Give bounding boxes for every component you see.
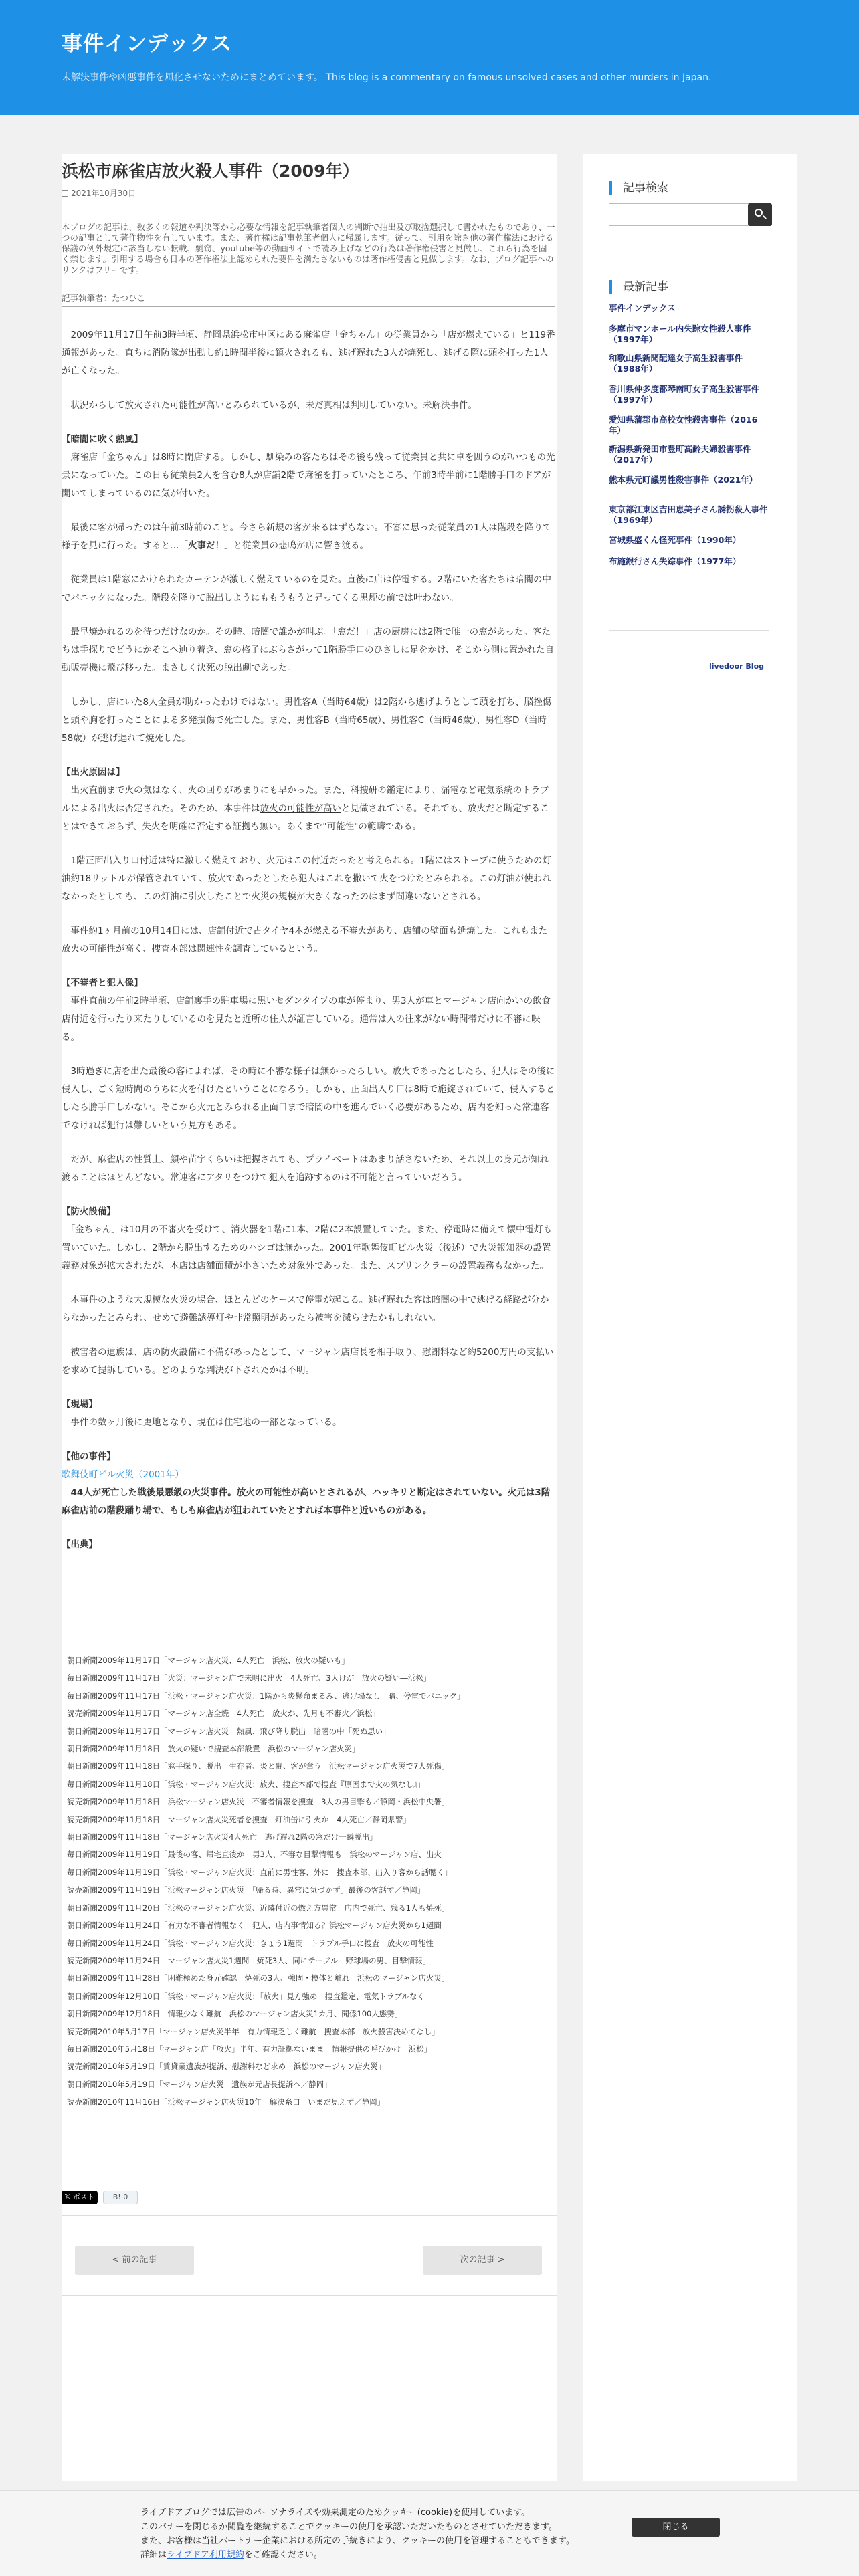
- source-item: 毎日新聞2009年11月19日「最後の客、帰宅直後か 男3人、不審な目撃情報も 浜松のマージャン店、出火」: [67, 1850, 450, 1860]
- paragraph: [62, 693, 555, 748]
- source-item: 読売新聞2009年11月18日「浜松マージャン店火災 不審者情報を捜査 3人の男目撃も／静岡・浜松中央署」: [67, 1797, 450, 1807]
- source-item: 読売新聞2010年5月19日「賃貸業遺族が提訴、慰謝料など求め 浜松のマージャン店火災」: [67, 2062, 386, 2072]
- tweet-button[interactable]: 𝕏 ポスト: [62, 2191, 98, 2204]
- source-item: 毎日新聞2009年11月18日「浜松・マージャン店火災：放火、捜査本部で捜査『原因まで火の気なし』」: [67, 1779, 425, 1789]
- article-title[interactable]: 浜松市麻雀店放火殺人事件（2009年）: [62, 161, 359, 181]
- source-item: 朝日新聞2009年11月18日「マージャン店火災4人死亡 逃げ遅れ2階の窓だけ一瞬脱出」: [67, 1832, 377, 1842]
- paragraph-text: だが、麻雀店の性質上、顔や苗字くらいは把握されても、プライベートはあまり話さないため、それ以上の身元が知れ渡ることはほとんどない。常連客にアタリをつけて犯人を追跡するのは不可能と言っていいだろう。: [62, 1154, 549, 1183]
- paragraph-text: 本事件のような大規模な火災の場合、ほとんどのケースで停電が起こる。逃げ遅れた客は暗闇の中で逃げる経路が分からなかったとみられ、せめて避難誘導灯や非常照明があったら被害を減らせたかもしれない。: [62, 1295, 549, 1323]
- cookie-line: [140, 2548, 622, 2562]
- cookie-text-part: をご確認ください。: [244, 2550, 322, 2560]
- source-item: 朝日新聞2009年11月18日「放火の疑いで捜査本部設置 浜松のマージャン店火災」: [67, 1744, 360, 1754]
- next-article-button[interactable]: 次の記事 >: [423, 2246, 542, 2275]
- site-description: 未解決事件や凶悪事件を風化させないためにまとめています。 This blog is a commentary on famous unsolved cases and other murders in Japan.: [62, 72, 712, 83]
- hatena-bookmark-button[interactable]: B! 0: [103, 2191, 138, 2204]
- divider: [62, 306, 555, 307]
- source-item: 読売新聞2009年11月19日「浜松マージャン店火災 「帰る時、異常に気づかず」最後の客話す／静岡」: [67, 1885, 425, 1895]
- paragraph: [62, 1063, 555, 1135]
- paragraph-text: 1階正面出入り口付近は特に激しく燃えており、火元はこの付近だったと考えられる。1階にはストーブに使うための灯油約18リットルが保管されていて、放火であったとしたら犯人はこれを撒いて火をつけたとみられる。この灯油が使われなかったとしても、この灯油に引火したことで火災の規模が大きくなったのはまず間違いないとされる。: [62, 855, 552, 902]
- paragraph: [62, 1344, 555, 1380]
- related-article-link[interactable]: 歌舞伎町ビル火災（2001年）: [62, 1469, 184, 1480]
- paragraph: [62, 1221, 555, 1275]
- search-icon-handle: [763, 215, 767, 219]
- underlined-text: 放火の可能性が高い: [260, 803, 341, 814]
- site-title[interactable]: 事件インデックス: [62, 32, 233, 56]
- paragraph-text: 被害者の遺族は、店の防火設備に不備があったとして、マージャン店店長を相手取り、慰謝料など約5200万円の支払いを求めて提訴している。どのような判決が下されたかは不明。: [62, 1347, 554, 1376]
- recent-post-link[interactable]: 香川県仲多度郡琴南町女子高生殺害事件（1997年）: [609, 384, 760, 405]
- paragraph: [62, 326, 555, 381]
- divider: [609, 630, 769, 631]
- recent-post-link[interactable]: 布施銀行さん失踪事件（1977年）: [609, 556, 741, 566]
- article-body: [62, 326, 555, 1554]
- sidebar: [583, 154, 797, 2481]
- source-item: 読売新聞2009年11月18日「マージャン店火災死者を捜査 灯油缶に引火か 4人死亡／静岡県警」: [67, 1814, 411, 1824]
- copyright-notice: 本ブログの記事は、数多くの報道や判決等から必要な情報を記事執筆者個人の判断で抽出及び取捨選択して書かれたものであり、一つの記事として著作物性を有しています。また、著作権は記事執筆者個人に帰属します。従って、引用を除き他の著作権法における保護の例外規定に該当しない転載、剽窃、youtube等の動画サイトで読み上げなどの行為は著作権侵害と見做し、これら行為を固く禁じます。引用する場合も日本の著作権法上認められた要件を満たさないものは著作権侵害と見做します。なお、ブログ記事へのリンクはフリーです。: [62, 222, 555, 275]
- recent-post-link[interactable]: 多摩市マンホール内失踪女性殺人事件（1997年）: [609, 324, 751, 344]
- paragraph-text: 出火直前まで火の気はなく、火の回りがあまりにも早かった。また、科捜研の鑑定により、漏電など電気系統のトラブルによる出火は否定された。そのため、本事件は: [62, 785, 549, 814]
- paragraph: [62, 852, 555, 906]
- section-heading: 【不審者と犯人像】: [62, 978, 143, 988]
- emphasis-text: 火事だ！: [188, 540, 224, 551]
- paragraph: [62, 992, 555, 1047]
- source-item: 毎日新聞2009年11月17日「浜松・マージャン店火災：1階から炎懸命まるみ、逃げ場なし 暗、停電でパニック」: [67, 1691, 465, 1701]
- paragraph: [62, 1484, 555, 1520]
- source-item: 朝日新聞2009年11月24日「有力な不審者情報なく 犯人、店内事情知る？浜松マージャン店火災から1週間」: [67, 1921, 450, 1931]
- paragraph-text: 2009年11月17日午前3時半頃、静岡県浜松市中区にある麻雀店「金ちゃん」の従業員から「店が燃えている」と119番通報があった。直ちに消防隊が出動し約1時間半後に鎮火されるも、逃げ遅れた3人が焼死し、逃げる際に頭を打った1人が亡くなった。: [62, 330, 555, 377]
- share-buttons: [62, 2189, 138, 2204]
- section-heading: 【防火設備】: [62, 1206, 116, 1217]
- livedoor-blog-logo[interactable]: livedoor Blog: [709, 662, 765, 671]
- paragraph-text: 44人が死亡した戦後最悪級の火災事件。放火の可能性が高いとされるが、ハッキリと断定はされていない。火元は3階麻雀店前の階段踊り場で、もしも麻雀店が狙われていたとすれば本事件と近いものがある。: [62, 1487, 551, 1516]
- site-header: [0, 0, 859, 115]
- cookie-text: [140, 2506, 622, 2562]
- cookie-banner: [0, 2490, 859, 2576]
- paragraph: [62, 1414, 555, 1432]
- search-input[interactable]: [609, 203, 771, 226]
- source-item: 朝日新聞2009年12月10日「浜松・マージャン店火災：「放火」見方強め 捜査鑑定、電気トラブルなく」: [67, 1991, 433, 2001]
- source-item: 朝日新聞2009年11月28日「困難極めた身元確認 焼死の3人、強固・検体と離れ 浜松のマージャン店火災」: [67, 1973, 450, 1983]
- paragraph-text: 従業員は1階窓にかけられたカーテンが激しく燃えているのを見た。直後に店は停電する。2階にいた客たちは暗闇の中でパニックになった。階段を降りて脱出しようにももうもうと昇ってくる黒煙の前では叶わない。: [62, 574, 552, 603]
- source-item: 読売新聞2010年11月16日「浜松マージャン店火災10年 解決糸口 いまだ見えず／静岡」: [67, 2097, 385, 2107]
- paragraph-text: と見做されている。それでも、放火だと断定することはできておらず、失火を明確に否定する証拠も無い。あくまで"可能性"の範疇である。: [62, 803, 549, 832]
- recent-post-link[interactable]: 事件インデックス: [609, 303, 676, 313]
- search-widget-title: 記事検索: [609, 181, 668, 195]
- recent-post-link[interactable]: 宮城県盛くん怪死事件（1990年）: [609, 535, 741, 545]
- recent-post-link[interactable]: 愛知県蒲郡市高校女性殺害事件（2016年）: [609, 415, 758, 435]
- section-heading: 【出火原因は】: [62, 767, 125, 778]
- recent-post-link[interactable]: 熊本県元町議男性殺害事件（2021年）: [609, 475, 758, 485]
- related-link-row: [62, 1466, 555, 1484]
- paragraph: [62, 397, 555, 415]
- calendar-icon: [62, 190, 68, 197]
- paragraph-text: 最後に客が帰ったのは午前3時前のこと。今さら新規の客が来るはずもない。不審に思った従業員の1人は階段を降りて様子を見に行った。すると…「: [62, 522, 552, 551]
- cookie-line: ライブドアブログでは広告のパーソナライズや効果測定のためクッキー(cookie)を使用しています。: [140, 2508, 531, 2518]
- terms-link[interactable]: ライブドア利用規約: [167, 2550, 244, 2560]
- source-item: 毎日新聞2009年11月17日「火災：マージャン店で未明に出火 4人死亡、3人けが 放火の疑い―浜松」: [67, 1673, 432, 1683]
- source-item: 毎日新聞2010年5月18日「マージャン店「放火」半年、有力証拠ないまま 情報提供の呼びかけ 浜松」: [67, 2044, 432, 2054]
- recent-widget-title: 最新記事: [609, 280, 668, 294]
- source-list: [67, 1652, 549, 2111]
- paragraph-text: 3時過ぎに店を出た最後の客によれば、その時に不審な様子は無かったらしい。放火であったとしたら、犯人はその後に侵入し、ごく短時間のうちに火を付けたということになろう。しかも、正面出入り口は8時で施錠されていて、侵入するとしたら勝手口しかない。そこから火元とみられる正面口まで暗闇の中を進んでいく必要があるため、店内を知った常連客でなければ犯行は難しいという見方もある。: [62, 1066, 555, 1131]
- recent-post-link[interactable]: 和歌山県新聞配達女子高生殺害事件（1988年）: [609, 353, 743, 374]
- source-item: 朝日新聞2009年11月20日「浜松のマージャン店火災、近隣付近の燃え方異常 店内で死亡、残る1人も焼死」: [67, 1903, 450, 1913]
- search-icon: [755, 209, 763, 217]
- cookie-line: また、お客様は当社パートナー企業における所定の手続きにより、クッキーの使用を管理することもできます。: [140, 2536, 575, 2546]
- article-date-text: 2021年10月30日: [71, 189, 136, 198]
- cookie-text-part: 詳細は: [140, 2550, 167, 2560]
- paragraph: [62, 922, 555, 958]
- source-item: 朝日新聞2010年5月19日「マージャン店火災 遺族が元店長提訴へ／静岡」: [67, 2079, 332, 2089]
- paragraph: [62, 1151, 555, 1187]
- paragraph-text: 事件の数ヶ月後に更地となり、現在は住宅地の一部となっている。: [70, 1417, 342, 1428]
- search-button[interactable]: [748, 203, 772, 226]
- paragraph-text: 麻雀店「金ちゃん」は8時に閉店する。しかし、馴染みの客たちはその後も残って従業員と共に卓を囲うのがいつもの光景になっていた。この日も従業員2人を含む8人が店舗2階で麻雀を打っていたところ、午前3時半前に1階勝手口のドアが開いてしまっているのに気が付いた。: [62, 452, 555, 499]
- paragraph: [62, 782, 555, 836]
- cookie-close-button[interactable]: 閉じる: [632, 2518, 720, 2537]
- paragraph: [62, 1291, 555, 1327]
- section-heading: 【暗闇に吹く熱風】: [62, 434, 143, 445]
- source-item: 朝日新聞2009年11月17日「マージャン店火災、4人死亡 浜松、放火の疑いも」: [67, 1656, 349, 1665]
- paragraph-text: 最早焼かれるのを待つだけなのか。その時、暗闇で誰かが叫ぶ。「窓だ！」店の厨房には2階で唯一の窓があった。客たちは手探りでどうにかそこへ辿り着き、窓の格子にぶらさがって1階勝手口のひさしに足をかけ、そこから側に置かれた自動販売機に飛び移った。まさしく決死の脱出劇であった。: [62, 627, 554, 673]
- section-heading: 【出典】: [62, 1539, 98, 1550]
- paragraph-text: 事件直前の午前2時半頃、店舗裏手の駐車場に黒いセダンタイプの車が停まり、男3人が車とマージャン店向かいの飲食店付近を行ったり来たりしているのを見たと近所の住人が証言している。通常は人の往来がない時間帯だけに不審に映る。: [62, 996, 551, 1043]
- source-item: 読売新聞2009年11月17日「マージャン店全焼 4人死亡 放火か、先月も不審火／浜松」: [67, 1709, 380, 1719]
- recent-post-link[interactable]: 新潟県新発田市豊町高齢夫婦殺害事件（2017年）: [609, 444, 751, 465]
- paragraph-text: 」と従業員の悲鳴が店に響き渡る。: [224, 540, 369, 551]
- section-heading: 【他の事件】: [62, 1451, 116, 1462]
- cookie-line: このバナーを閉じるか閲覧を継続することでクッキーの使用を承認いただいたものとさせていただきます。: [140, 2522, 557, 2532]
- divider: [62, 2295, 557, 2296]
- paragraph-text: 事件約1ヶ月前の10月14日には、店舗付近で古タイヤ4本が燃える不審火があり、店舗の壁面も延焼した。これもまた放火の可能性が高く、捜査本部は関連性を調査しているという。: [62, 926, 548, 954]
- section-heading: 【現場】: [62, 1399, 98, 1410]
- source-item: 読売新聞2010年5月17日「マージャン店火災半年 有力情報乏しく難航 捜査本部 放火殺害決めてなし」: [67, 2026, 440, 2036]
- source-item: 朝日新聞2009年11月17日「マージャン店火災 熱風、飛び降り脱出 暗闇の中「死ぬ思い」」: [67, 1726, 395, 1736]
- source-item: 毎日新聞2009年11月24日「浜松・マージャン店火災：きょう1週間 トラブル手口に捜査 放火の可能性」: [67, 1938, 442, 1948]
- source-item: 毎日新聞2009年11月19日「浜松・マージャン店火災：直前に男性客、外に 捜査本部、出入り客から話聴く」: [67, 1867, 452, 1877]
- article-date: [62, 187, 136, 199]
- paragraph-text: しかし、店にいた8人全員が助かったわけではない。男性客A（当時64歳）は2階から逃げようとして頭を打ち、脳挫傷と頭や胸を打ったことによる多発損傷で死亡した。また、男性客B（当時65歳）、男性客C（当時46歳）、男性客D（当時58歳）が逃げ遅れて焼死した。: [62, 697, 552, 744]
- paragraph-text: 状況からして放火された可能性が高いとみられているが、未だ真相は判明していない。未解決事件。: [70, 400, 477, 411]
- paragraph: [62, 571, 555, 607]
- source-item: 朝日新聞2009年12月18日「情報少なく難航 浜松のマージャン店火災1カ月、聞係100人態勢」: [67, 2009, 403, 2019]
- source-item: 朝日新聞2009年11月18日「窓手探り、脱出 生存者、炎と闘、客が奮う 浜松マージャン店火災で7人死傷」: [67, 1761, 450, 1772]
- paragraph: [62, 519, 555, 555]
- article-author: 記事執筆者：たつひこ: [62, 293, 146, 303]
- source-item: 読売新聞2009年11月24日「マージャン店火災1週間 焼死3人、同にテーブル 野球場の男、目撃情報」: [67, 1955, 431, 1965]
- recent-post-link[interactable]: 東京都江東区吉田恵美子さん誘拐殺人事件（1969年）: [609, 504, 768, 525]
- paragraph: [62, 623, 555, 677]
- paragraph-text: 「金ちゃん」は10月の不審火を受けて、消火器を1階に1本、2階に2本設置していた。また、停電時に備えて懐中電灯も置いていた。しかし、2階から脱出するためのハシゴは無かった。2001年歌舞伎町ビル火災（後述）で火災報知器の設置義務対象が拡大されたが、本店は店舗面積が小さいため対象外であった。また、スプリンクラーの設置義務もなかった。: [62, 1224, 553, 1271]
- prev-article-button[interactable]: < 前の記事: [75, 2246, 194, 2275]
- divider: [62, 2215, 557, 2216]
- paragraph: [62, 449, 555, 503]
